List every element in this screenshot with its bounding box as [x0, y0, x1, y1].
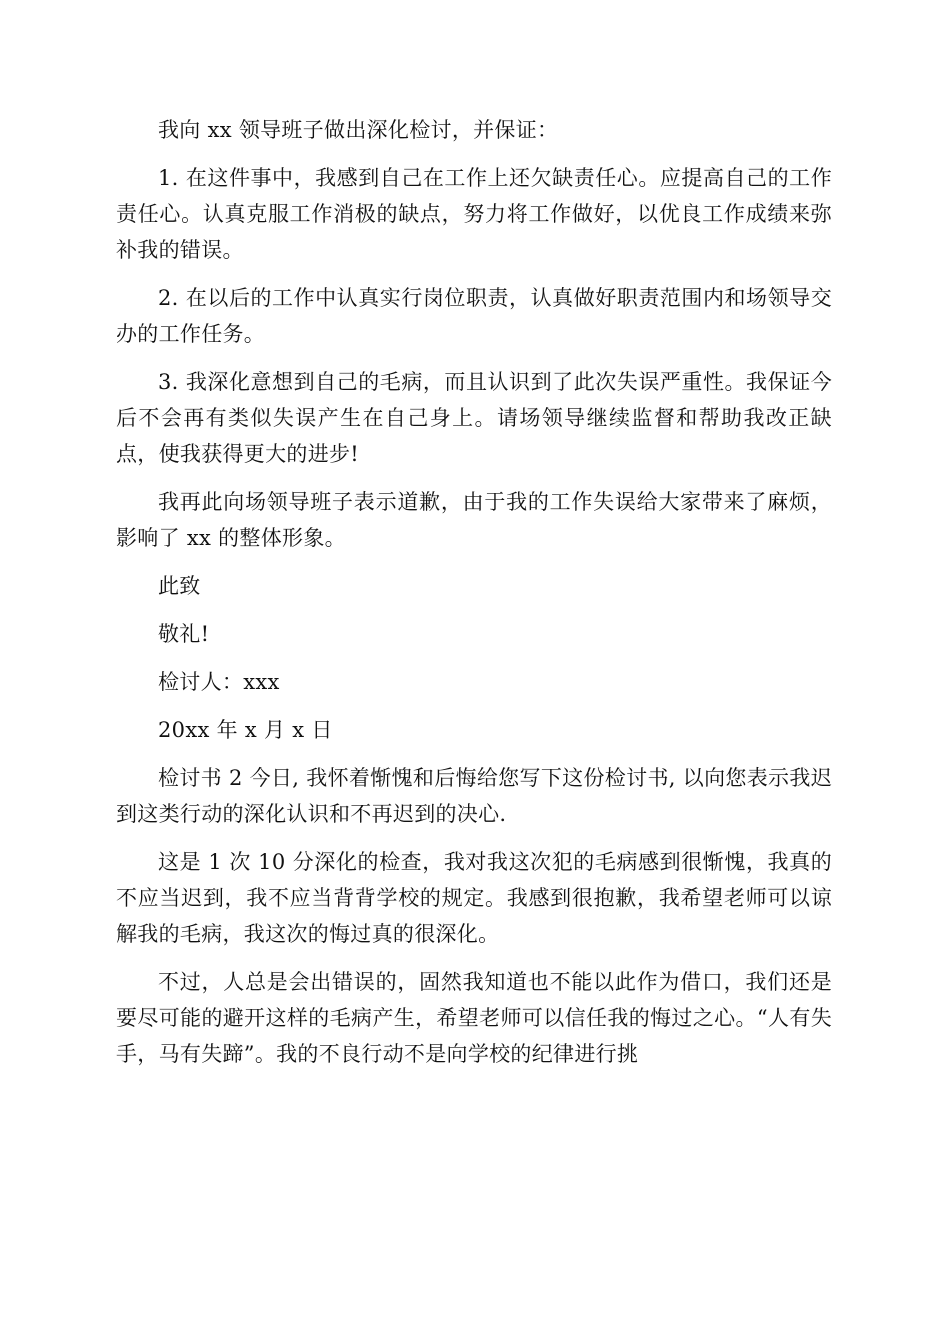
paragraph-intro: 我向 xx 领导班子做出深化检讨，并保证：	[158, 118, 559, 142]
paragraph-point-1: 1. 在这件事中，我感到自己在工作上还欠缺责任心。应提高自己的工作责任心。认真克服工作消极的缺点，努力将工作做好，以优良工作成绩来弥补我的错误。	[116, 166, 832, 262]
date-line: 20xx 年 x 月 x 日	[158, 718, 333, 742]
document-body	[116, 112, 832, 1084]
closing-salutation: 此致	[158, 574, 201, 598]
paragraph-apology: 我再此向场领导班子表示道歉，由于我的工作失误给大家带来了麻烦，影响了 xx 的整体形象。	[116, 490, 832, 550]
paragraph-point-2: 2. 在以后的工作中认真实行岗位职责，认真做好职责范围内和场领导交办的工作任务。	[116, 286, 832, 346]
paragraph-letter-2-intro: 检讨书 2 今日, 我怀着惭愧和后悔给您写下这份检讨书, 以向您表示我迟到这类行动的深化认识和不再迟到的决心.	[116, 766, 832, 826]
paragraph-letter-2-reflection: 这是 1 次 10 分深化的检查，我对我这次犯的毛病感到很惭愧，我真的不应当迟到，我不应当背背学校的规定。我感到很抱歉，我希望老师可以谅解我的毛病，我这次的悔过真的很深化。	[116, 850, 832, 946]
signature-line: 检讨人：xxx	[158, 670, 280, 694]
closing-respect: 敬礼!	[158, 622, 210, 646]
paragraph-letter-2-continuation: 不过，人总是会出错误的，固然我知道也不能以此作为借口，我们还是要尽可能的避开这样的毛病产生，希望老师可以信任我的悔过之心。“人有失手，马有失蹄”。我的不良行动不是向学校的纪律进行挑	[116, 970, 832, 1066]
paragraph-point-3: 3. 我深化意想到自己的毛病，而且认识到了此次失误严重性。我保证今后不会再有类似失误产生在自己身上。请场领导继续监督和帮助我改正缺点，使我获得更大的进步!	[116, 370, 832, 466]
